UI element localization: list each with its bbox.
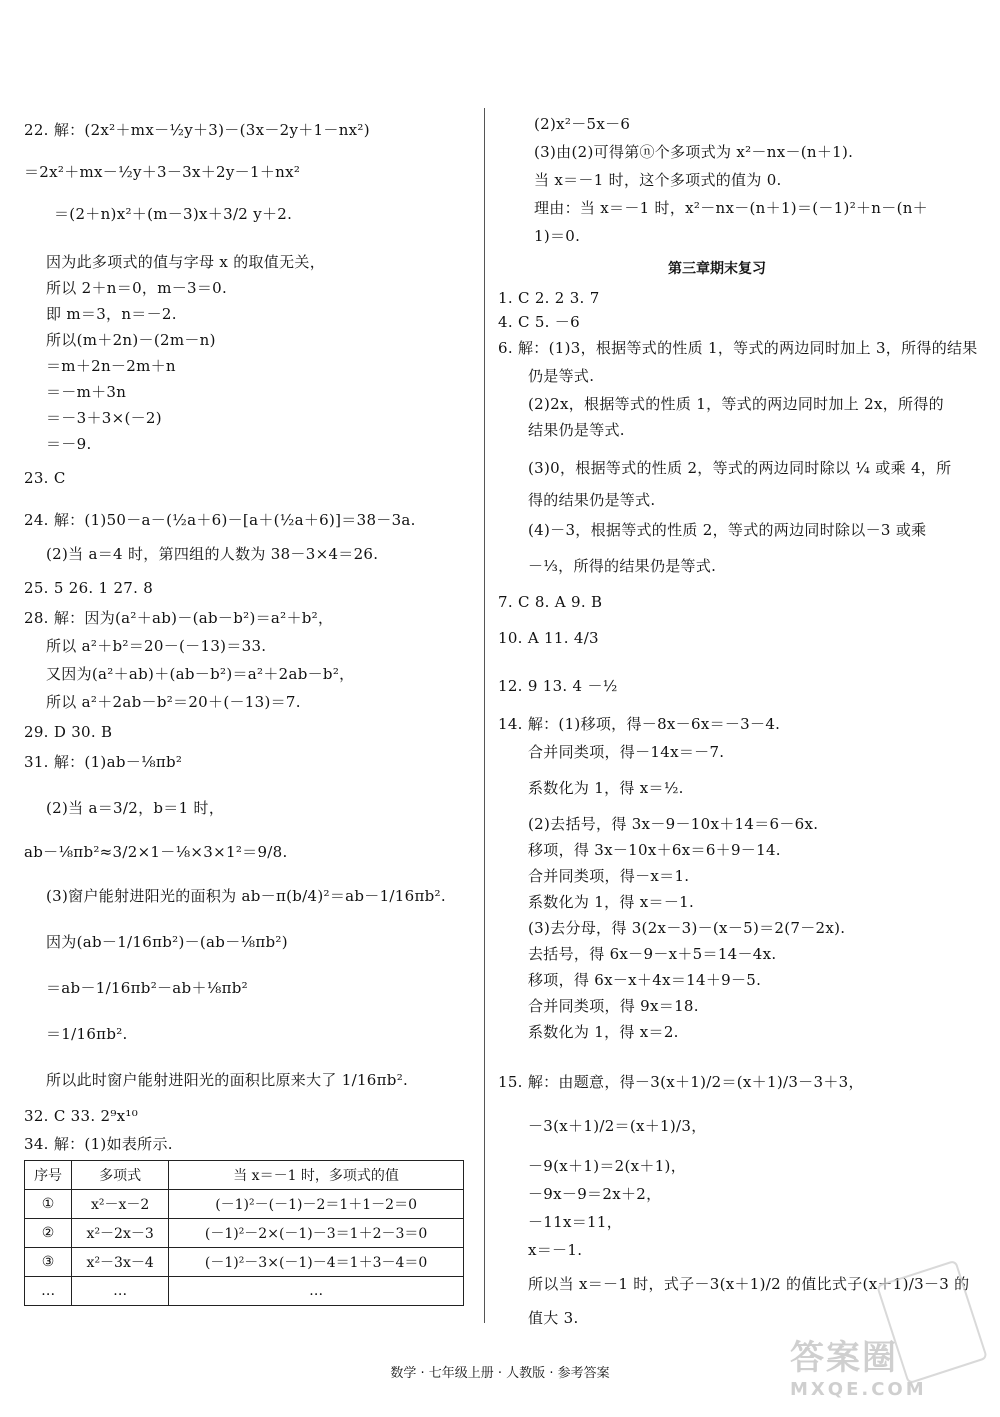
text-line: 仍是等式. (528, 367, 595, 385)
column-divider (484, 108, 485, 1323)
table-row (25, 1219, 464, 1248)
table-row (25, 1248, 464, 1277)
text-line: 系数化为 1，得 x＝－1. (528, 893, 695, 911)
text-line: (3)去分母，得 3(2x－3)－(x－5)＝2(7－2x). (528, 919, 846, 937)
text-line: 因为(ab－1/16πb²)－(ab－⅛πb²) (46, 933, 288, 951)
polynomial-table (24, 1160, 464, 1306)
text-line: (3)窗户能射进阳光的面积为 ab－π(b/4)²＝ab－1/16πb². (46, 887, 446, 905)
table-row (25, 1190, 464, 1219)
table-row (25, 1277, 464, 1306)
table-cell: ③ (25, 1248, 72, 1277)
table-cell: … (169, 1277, 464, 1306)
text-line: 又因为(a²＋ab)＋(ab－b²)＝a²＋2ab－b²， (46, 665, 355, 683)
table-cell: x²－x－2 (72, 1190, 169, 1219)
text-line: ＝ab－1/16πb²－ab＋⅛πb² (46, 979, 248, 997)
table-header-row (25, 1161, 464, 1190)
table-cell: (－1)²－3×(－1)－4＝1＋3－4＝0 (169, 1248, 464, 1277)
text-line: 34. 解：(1)如表所示. (24, 1135, 173, 1153)
text-line: ＝m＋2n－2m＋n (46, 357, 176, 375)
text-line: 所以当 x＝－1 时，式子－3(x＋1)/2 的值比式子(x＋1)/3－3 的 (528, 1275, 970, 1293)
text-line: ＝－9. (46, 435, 92, 453)
text-line: 1. C 2. 2 3. 7 (498, 289, 600, 307)
text-line: (2)去括号，得 3x－9－10x＋14＝6－6x. (528, 815, 819, 833)
text-line: 10. A 11. 4/3 (498, 629, 599, 647)
text-line: 系数化为 1，得 x＝2. (528, 1023, 679, 1041)
text-line: －9x－9＝2x＋2， (528, 1185, 662, 1203)
text-line: (2)x²－5x－6 (534, 115, 631, 133)
text-line: (2)当 a＝4 时，第四组的人数为 38－3×4＝26. (46, 545, 379, 563)
text-line: －⅓，所得的结果仍是等式. (528, 557, 717, 575)
text-line: (4)－3，根据等式的性质 2，等式的两边同时除以－3 或乘 (528, 521, 927, 539)
text-line: 值大 3. (528, 1309, 579, 1327)
text-line: 29. D 30. B (24, 723, 113, 741)
text-line: 31. 解：(1)ab－⅛πb² (24, 753, 183, 771)
table-header-cell: 当 x＝－1 时，多项式的值 (169, 1161, 464, 1190)
text-line: 即 m＝3，n＝－2. (46, 305, 177, 323)
text-line: 所以(m＋2n)－(2m－n) (46, 331, 216, 349)
text-line: －11x＝11， (528, 1213, 623, 1231)
table-header-cell: 序号 (25, 1161, 72, 1190)
text-line: 合并同类项，得－x＝1. (528, 867, 690, 885)
text-line: 12. 9 13. 4 －½ (498, 677, 618, 695)
text-line: 合并同类项，得－14x＝－7. (528, 743, 725, 761)
text-line: 所以 2＋n＝0，m－3＝0. (46, 279, 228, 297)
text-line: (2)2x，根据等式的性质 1，等式的两边同时加上 2x，所得的 (528, 395, 944, 413)
section-heading: 第三章期末复习 (668, 261, 766, 277)
text-line: (2)当 a＝3/2，b＝1 时， (46, 799, 225, 817)
table-cell: ② (25, 1219, 72, 1248)
text-line: 25. 5 26. 1 27. 8 (24, 579, 154, 597)
text-line: 4. C 5. －6 (498, 313, 580, 331)
text-line: ＝－m＋3n (46, 383, 127, 401)
text-line: ＝(2＋n)x²＋(m－3)x＋3/2 y＋2. (54, 205, 293, 223)
text-line: －9(x＋1)＝2(x＋1)， (528, 1157, 687, 1175)
text-line: (3)由(2)可得第ⓝ个多项式为 x²－nx－(n＋1). (534, 143, 854, 161)
text-line: 理由：当 x＝－1 时，x²－nx－(n＋1)＝(－1)²＋n－(n＋ (534, 199, 928, 217)
text-line: 系数化为 1，得 x＝½. (528, 779, 684, 797)
table-cell: x²－2x－3 (72, 1219, 169, 1248)
table-cell: (－1)²－2×(－1)－3＝1＋2－3＝0 (169, 1219, 464, 1248)
text-line: 24. 解：(1)50－a－(½a＋6)－[a＋(½a＋6)]＝38－3a. (24, 511, 416, 529)
text-line: 所以 a²＋2ab－b²＝20＋(－13)＝7. (46, 693, 301, 711)
text-line: 6. 解：(1)3，根据等式的性质 1，等式的两边同时加上 3，所得的结果 (498, 339, 978, 357)
watermark-text: 答案圈 (790, 1338, 898, 1378)
table-header-cell: 多项式 (72, 1161, 169, 1190)
text-line: 当 x＝－1 时，这个多项式的值为 0. (534, 171, 782, 189)
text-line: ab－⅛πb²≈3/2×1－⅛×3×1²＝9/8. (24, 843, 288, 861)
table-cell: x²－3x－4 (72, 1248, 169, 1277)
text-line: ＝1/16πb². (46, 1025, 128, 1043)
text-line: 1)＝0. (534, 227, 581, 245)
page-footer: 数学 · 七年级上册 · 人教版 · 参考答案 (390, 1366, 610, 1381)
text-line: 合并同类项，得 9x＝18. (528, 997, 699, 1015)
text-line: 去括号，得 6x－9－x＋5＝14－4x. (528, 945, 777, 963)
text-line: 28. 解：因为(a²＋ab)－(ab－b²)＝a²＋b²， (24, 609, 334, 627)
text-line: 32. C 33. 2⁹x¹⁰ (24, 1107, 139, 1125)
text-line: ＝－3＋3×(－2) (46, 409, 162, 427)
text-line: ＝2x²＋mx－½y＋3－3x＋2y－1＋nx² (24, 163, 301, 181)
table-cell: ① (25, 1190, 72, 1219)
text-line: 所以 a²＋b²＝20－(－13)＝33. (46, 637, 267, 655)
table-cell: … (25, 1277, 72, 1306)
text-line: 7. C 8. A 9. B (498, 593, 603, 611)
table-cell: (－1)²－(－1)－2＝1＋1－2＝0 (169, 1190, 464, 1219)
text-line: 结果仍是等式. (528, 421, 625, 439)
text-line: 移项，得 3x－10x＋6x＝6＋9－14. (528, 841, 781, 859)
watermark-url: MXQE.COM (790, 1379, 927, 1400)
table-cell: … (72, 1277, 169, 1306)
text-line: 所以此时窗户能射进阳光的面积比原来大了 1/16πb². (46, 1071, 409, 1089)
text-line: －3(x＋1)/2＝(x＋1)/3， (528, 1117, 707, 1135)
text-line: x＝－1. (528, 1241, 583, 1259)
text-line: 得的结果仍是等式. (528, 491, 656, 509)
text-line: 14. 解：(1)移项，得－8x－6x＝－3－4. (498, 715, 781, 733)
text-line: (3)0，根据等式的性质 2，等式的两边同时除以 ¼ 或乘 4，所 (528, 459, 952, 477)
text-line: 15. 解：由题意，得－3(x＋1)/2＝(x＋1)/3－3＋3， (498, 1073, 864, 1091)
text-line: 因为此多项式的值与字母 x 的取值无关， (46, 253, 325, 271)
text-line: 22. 解：(2x²＋mx－½y＋3)－(3x－2y＋1－nx²) (24, 121, 370, 139)
text-line: 23. C (24, 469, 66, 487)
text-line: 移项，得 6x－x＋4x＝14＋9－5. (528, 971, 762, 989)
